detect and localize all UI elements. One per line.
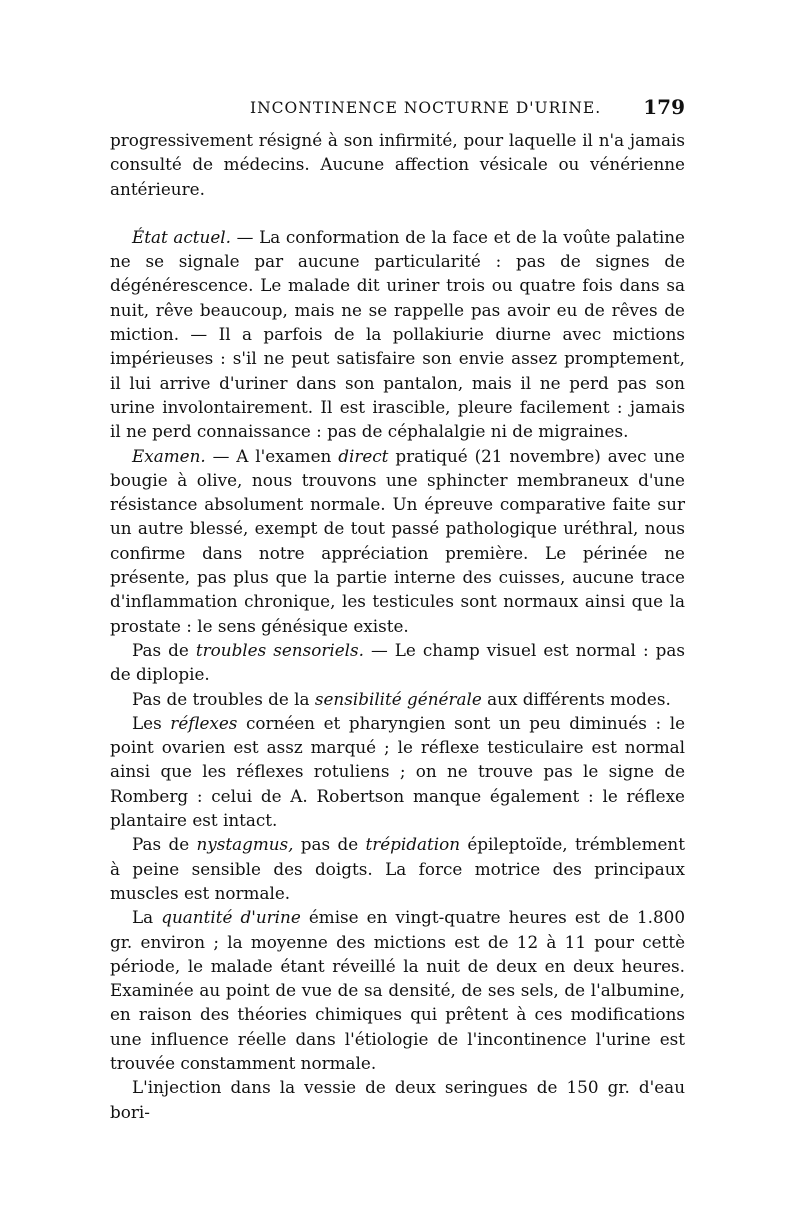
text-segment: Les [132, 712, 171, 733]
paragraph-quantite-urine [110, 905, 685, 1075]
text-segment: cornéen et pharyngien sont un peu diminués : le point ovarien est assz marqué ; le réflexe testiculaire est normal ainsi que les réflexes rotuliens ; on ne trouve pas le signe de Romberg : celui de A. Robertson manque également : le réflexe plantaire est intact. [110, 712, 686, 831]
text-segment: pratiqué (21 novembre) avec une bougie à olive, nous trouvons une sphincter membraneux d'une résistance absolument normale. Un épreuve comparative faite sur un autre blessé, exempt de tout passé pathologique uréthral, nous confirme dans notre appréciation première. Le périnée ne présente, pas plus que la partie interne des cuisses, aucune trace d'inflammation chronique, les testicules sont normaux ainsi que la prostate : le sens génésique existe. [110, 445, 685, 636]
paragraph-troubles-sensoriels [110, 638, 685, 687]
paragraph-sensibilite-generale [110, 687, 685, 711]
text-segment: Pas de troubles de la [132, 688, 315, 709]
text-segment: L'injection dans la vessie de deux seringues de 150 gr. d'eau bori- [110, 1077, 685, 1122]
text-segment: aux différents modes. [481, 688, 671, 709]
paragraph-etat-actuel [110, 225, 685, 444]
paragraph-continuation [110, 128, 685, 201]
italic-text-segment: réflexes [170, 712, 238, 733]
italic-text-segment: Examen. [132, 445, 206, 466]
paragraph-examen [110, 444, 685, 638]
paragraph-reflexes [110, 711, 685, 832]
text-segment: — La conformation de la face et de la voûte palatine ne se signale par aucune particularité : pas de signes de dégénérescence. Le malade dit uriner trois ou quatre fois dans sa nuit, rêve beaucoup, mais ne se rappelle pas avoir eu de rêves de miction. — Il a parfois de la pollakiurie diurne avec mictions impérieuses : s'il ne peut satisfaire son envie assez promptement, il lui arrive d'uriner dans son pantalon, mais il ne perd pas son urine involontairement. Il est irascible, pleure facilement : jamais il ne perd connaissance : pas de céphalalgie ni de migraines. [110, 226, 685, 442]
text-segment: émise en vingt-quatre heures est de 1.800 gr. environ ; la moyenne des mictions est de 12 à 11 pour cettè période, le malade étant réveillé la nuit de deux en deux heures. Examinée au point de vue de sa densité, de ses sels, de l'albumine, en raison des théories chimiques qui prêtent à ces modifications une influence réelle dans l'étiologie de l'incontinence l'urine est trouvée constamment normale. [110, 907, 685, 1073]
italic-text-segment: État actuel. [132, 226, 231, 247]
text-segment: Pas de [132, 639, 196, 660]
text-segment: La [132, 907, 162, 928]
italic-text-segment: troubles sensoriels. [195, 639, 364, 660]
text-segment: — A l'examen [205, 445, 339, 466]
italic-text-segment: direct [338, 445, 389, 466]
text-segment: — Le champ visuel est normal : pas de diplopie. [110, 639, 685, 685]
body-text [110, 128, 685, 1124]
running-title: INCONTINENCE NOCTURNE D'URINE. [250, 99, 602, 117]
text-segment: Pas de [132, 834, 197, 855]
italic-text-segment: sensibilité générale [314, 688, 482, 709]
italic-text-segment: trépidation [365, 834, 461, 855]
paragraph-nystagmus [110, 832, 685, 905]
italic-text-segment: nystagmus, [196, 834, 294, 855]
text-segment: progressivement résigné à son infirmité, pour laquelle il n'a jamais consulté de médecins. Aucune affection vésicale ou vénérienne antérieure. [110, 130, 685, 199]
page-header [110, 95, 685, 125]
paragraph-injection [110, 1075, 685, 1124]
text-segment: épileptoïde, trémblement à peine sensible des doigts. La force motrice des principaux muscles est normale. [110, 834, 685, 903]
page-number: 179 [643, 95, 685, 119]
text-segment: pas de [293, 834, 366, 855]
italic-text-segment: quantité d'urine [161, 907, 301, 928]
